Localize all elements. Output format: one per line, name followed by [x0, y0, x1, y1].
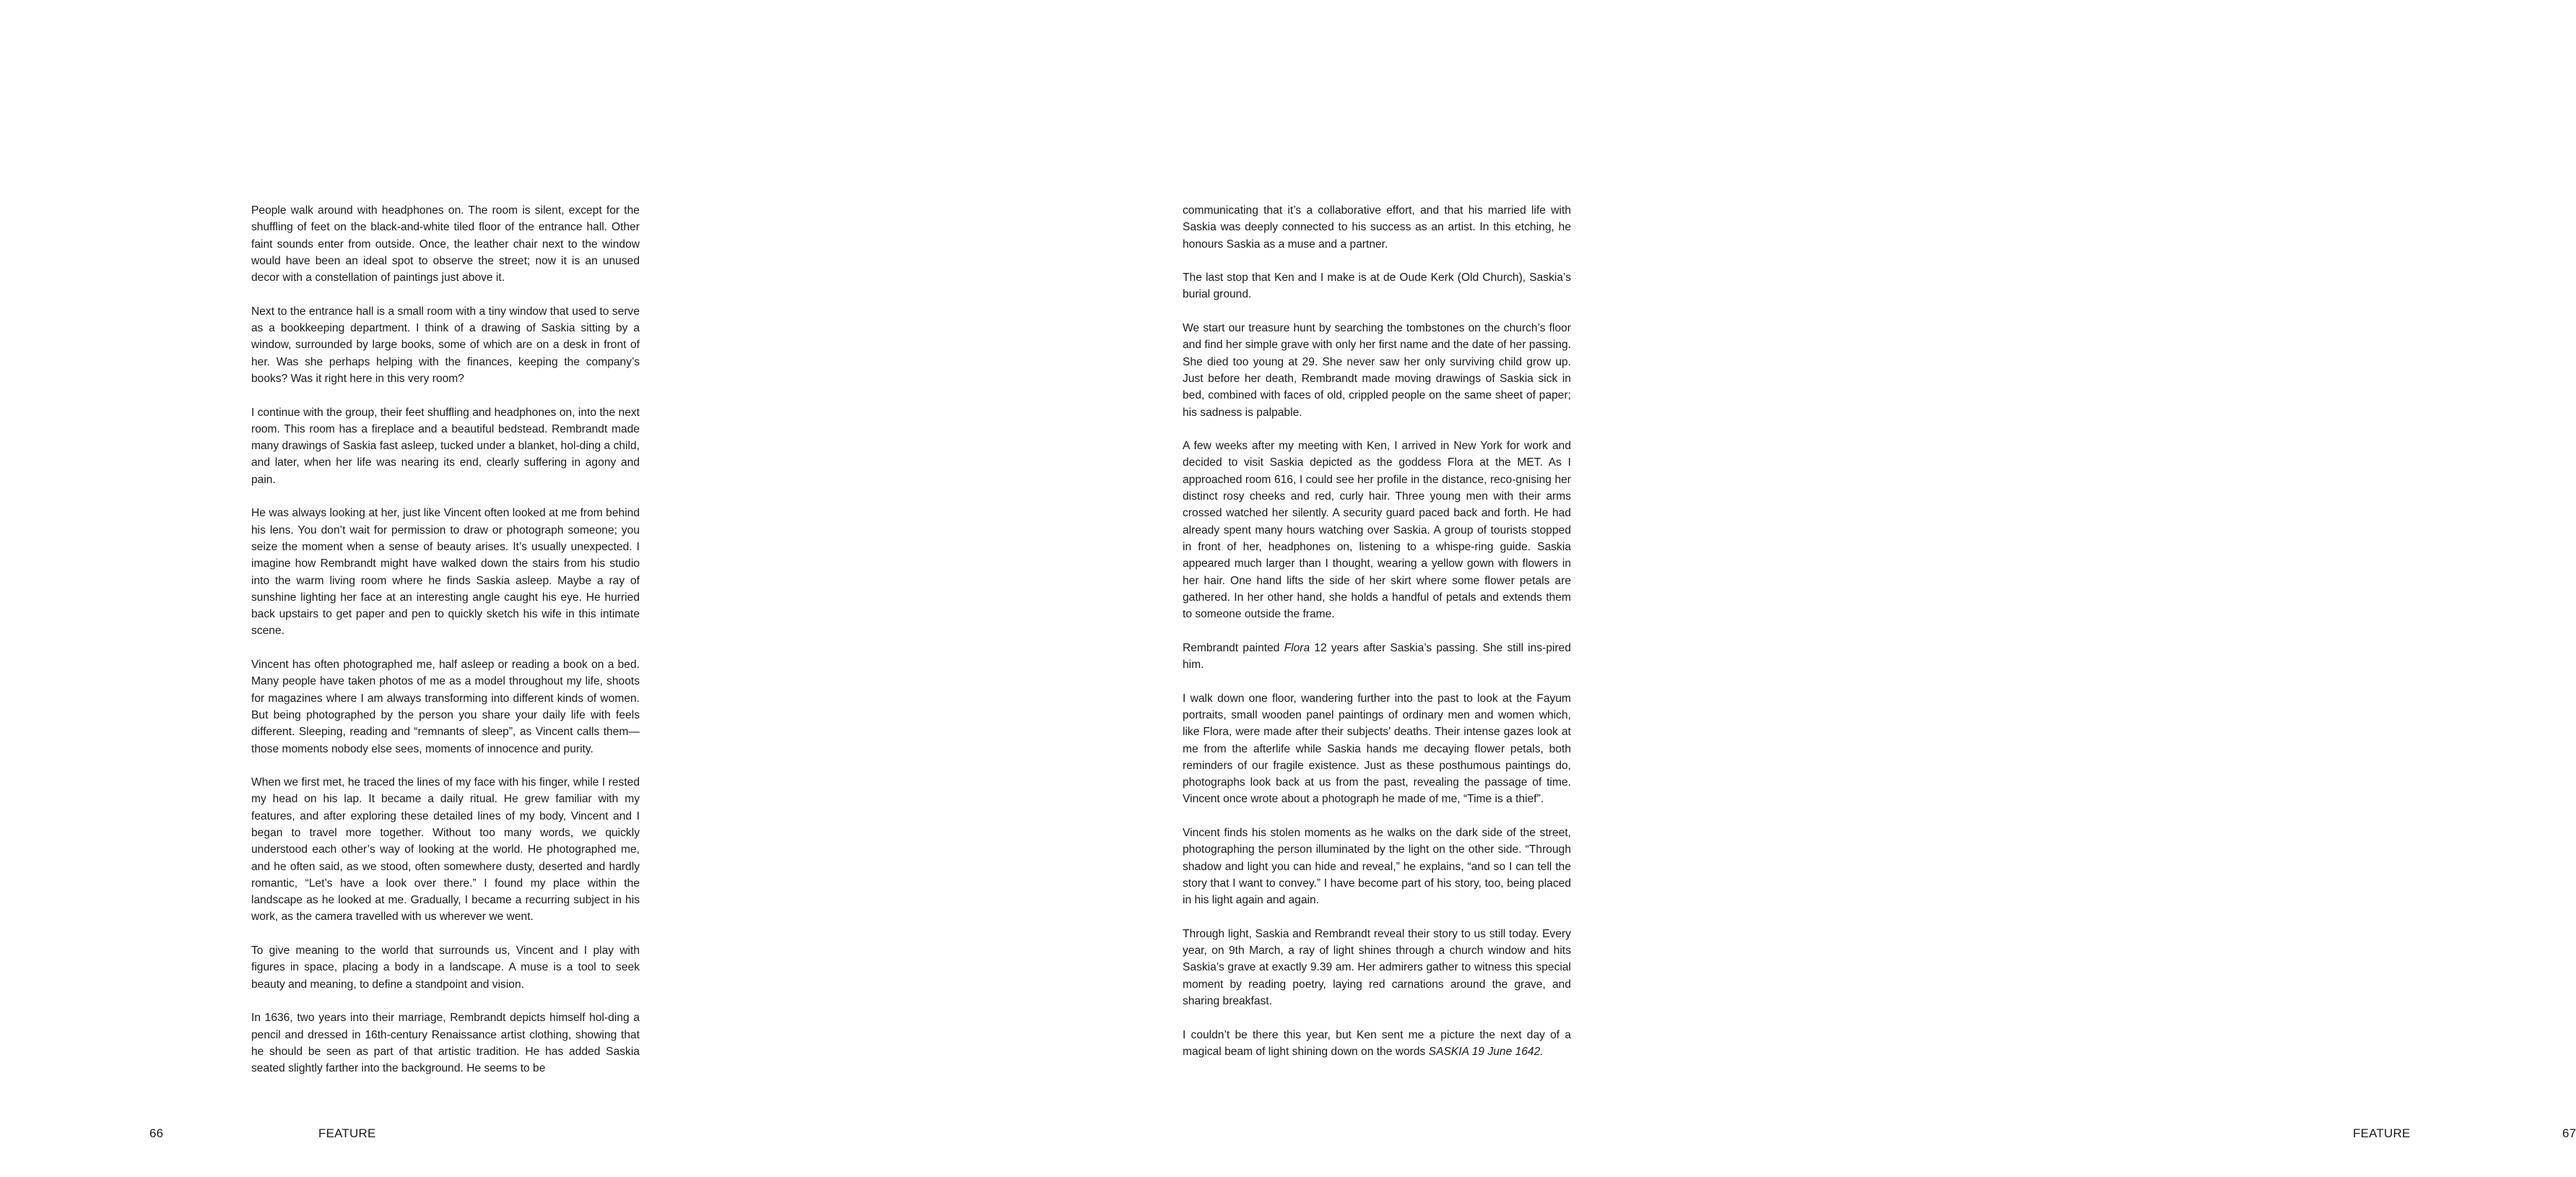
right-paragraph-3: We start our treasure hunt by searching the tombstones on the church’s floor and find her simple grave with only her first name and the date of her passing. She died too young at 29. She never saw her only surviving child grow up. Just before her death, Rembrandt made moving drawings of Saskia sick in bed, combined with faces of old, crippled people on the same sheet of paper; his sadness is palpable. [1183, 322, 1571, 419]
left-paragraph-8: In 1636, two years into their marriage, Rembrandt depicts himself hol-ding a pencil and dressed in 16th-century Renaissance artist clothing, showing that he should be seen as part of that artistic tradition. He has added Saskia seated slightly farther into the background. He seems to be [251, 1012, 640, 1075]
right-paragraph-2: The last stop that Ken and I make is at de Oude Kerk (Old Church), Saskia’s burial ground. [1183, 272, 1571, 301]
grave-inscription-italic: SASKIA 19 June 1642. [1428, 1045, 1544, 1058]
flora-title-italic: Flora [1284, 641, 1310, 654]
right-paragraph-8: Through light, Saskia and Rembrandt reveal their story to us still today. Every year, on 9th March, a ray of light shines through a church window and hits Saskia’s grave at exactly 9.39 am. Her admirers gather to witness this special moment by reading poetry, laying red carnations around the grave, and sharing breakfast. [1183, 927, 1571, 1007]
right-paragraph-flora [1183, 640, 1571, 674]
right-page-number: 67 [2562, 1126, 2576, 1140]
left-paragraph-6: When we first met, he traced the lines of my face with his finger, while I rested my head on his lap. It became a daily ritual. He grew familiar with my features, and after exploring these detailed lines of my body, Vincent and I began to travel more together. Without too many words, we quickly understood each other’s way of looking at the world. He photographed me, and he often said, as we stood, often somewhere dusty, deserted and hardly romantic, “Let’s have a look over there.” I found my place within the landscape as he looked at me. Gradually, I became a recurring subject in his work, as the camera travelled with us wherever we went. [251, 776, 640, 924]
right-paragraph-4: A few weeks after my meeting with Ken, I arrived in New York for work and decided to visit Saskia depicted as the goddess Flora at the MET. As I approached room 616, I could see her profile in the distance, reco-gnising her distinct rosy cheeks and red, curly hair. Three young men with their arms crossed watched her silently. A security guard paced back and forth. He had already spent many hours watching over Saskia. A group of tourists stopped in front of her, headphones on, listening to a whispe-ring guide. Saskia appeared much larger than I thought, wearing a yellow gown with flowers in her hair. One hand lifts the side of her skirt where some flower petals are gathered. In her other hand, she holds a handful of petals and extends them to someone outside the frame. [1183, 440, 1571, 621]
left-paragraph-3: I continue with the group, their feet shuffling and headphones on, into the next room. This room has a fireplace and a beautiful bedstead. Rembrandt made many drawings of Saskia fast asleep, tucked under a blanket, hol-ding a child, and later, when her life was nearing its end, clearly suffering in agony and pain. [251, 406, 640, 486]
left-paragraph-2: Next to the entrance hall is a small room with a tiny window that used to serve as a bookkeeping department. I think of a drawing of Saskia sitting by a window, surrounded by large books, some of which are on a desk in front of her. Was she perhaps helping with the finances, keeping the company’s books? Was it right here in this very room? [251, 305, 640, 385]
left-paragraph-5: Vincent has often photographed me, half asleep or reading a book on a bed. Many people have taken photos of me as a model throughout my life, shoots for magazines where I am always transforming into different kinds of women. But being photographed by the person you share your daily life with feels different. Sleeping, reading and “remnants of sleep”, as Vincent calls them—those moments nobody else sees, moments of innocence and purity. [251, 659, 640, 755]
flora-text-after: 12 years after Saskia’s passing. She still ins-pired him. [1183, 641, 1571, 672]
right-page [902, 0, 2576, 1177]
flora-text-before: Rembrandt painted [1183, 641, 1284, 654]
right-section-label: FEATURE [2353, 1126, 2411, 1140]
left-page [0, 0, 902, 1177]
closing-text-before: I couldn’t be there this year, but Ken sent me a picture the next day of a magical beam of light shining down on the words [1183, 1028, 1571, 1058]
right-text-column [1183, 202, 1571, 1060]
left-paragraph-4: He was always looking at her, just like Vincent often looked at me from behind his lens. You don’t wait for permission to draw or photograph someone; you seize the moment when a sense of beauty arises. It’s usually unexpected. I imagine how Rembrandt might have walked down the stairs from his studio into the warm living room where he finds Saskia asleep. Maybe a ray of sunshine lighting her face at an interesting angle caught his eye. He hurried back upstairs to get paper and pen to quickly sketch his wife in this intimate scene. [251, 507, 640, 638]
left-paragraph-7: To give meaning to the world that surrounds us, Vincent and I play with figures in space, placing a body in a landscape. A muse is a tool to seek beauty and meaning, to define a standpoint and vision. [251, 944, 640, 991]
left-page-number: 66 [149, 1126, 164, 1140]
right-paragraph-7: Vincent finds his stolen moments as he walks on the dark side of the street, photographing the person illuminated by the light on the other side. “Through shadow and light you can hide and reveal,” he explains, “and so I can tell the story that I want to convey.” I have become part of his story, too, being placed in his light again and again. [1183, 826, 1571, 907]
right-paragraph-6: I walk down one floor, wandering further into the past to look at the Fayum portraits, small wooden panel paintings of ordinary men and women which, like Flora, were made after their subjects’ deaths. Their intense gazes look at me from the afterlife while Saskia hands me decaying flower petals, both reminders of our fragile existence. Just as these posthumous paintings do, photographs look back at us from the past, revealing the passage of time. Vincent once wrote about a photograph he made of me, “Time is a thief”. [1183, 692, 1571, 806]
right-paragraph-1: communicating that it’s a collaborative effort, and that his married life with Saskia was deeply connected to his success as an artist. In this etching, he honours Saskia as a muse and a partner. [1183, 204, 1571, 251]
left-section-label: FEATURE [318, 1126, 376, 1140]
right-paragraph-closing [1183, 1027, 1571, 1061]
left-text-column [251, 202, 640, 1077]
left-paragraph-1: People walk around with headphones on. The room is silent, except for the shuffling of feet on the black-and-white tiled floor of the entrance hall. Other faint sounds enter from outside. Once, the leather chair next to the window would have been an ideal spot to observe the street; now it is an unused decor with a constellation of paintings just above it. [251, 204, 640, 285]
